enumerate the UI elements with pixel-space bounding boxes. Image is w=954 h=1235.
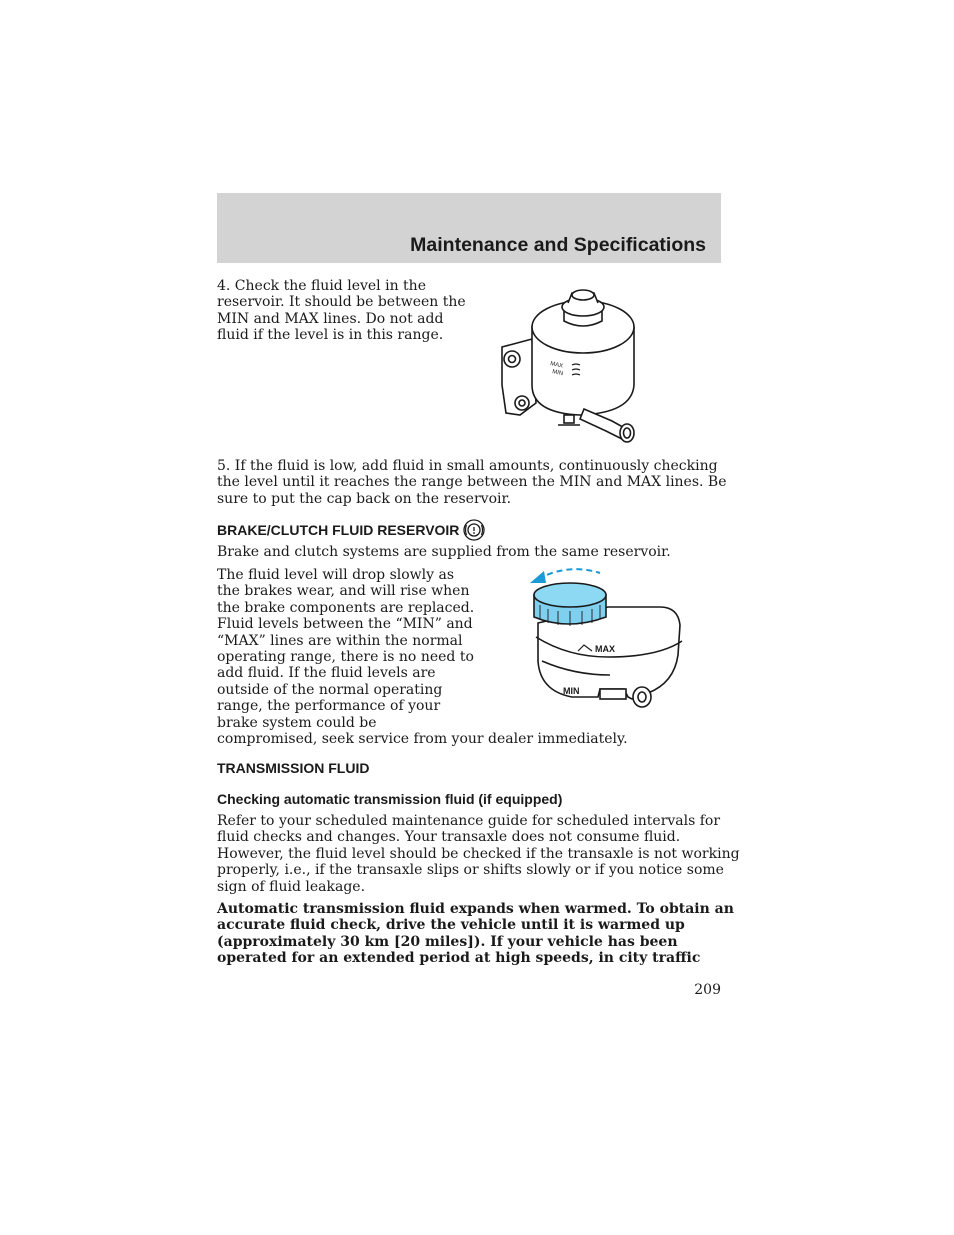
step-4-text [217,278,466,344]
max-level-label: MAX [595,644,615,654]
transmission-warning-text [217,901,734,967]
text-line: sure to put the cap back on the reservoir. [217,490,512,507]
arrow-head-icon [530,571,546,583]
text-line: add fluid. If the fluid levels are [217,665,436,682]
text-line: accurate fluid check, drive the vehicle until it is warmed up [217,917,685,934]
brake-fluid-reservoir-illustration [528,565,688,713]
fluid-reservoir-illustration [492,285,648,447]
heading-text: BRAKE/CLUTCH FLUID RESERVOIR [217,522,460,538]
text-line: the brakes wear, and will rise when [217,583,470,600]
text-line: 5. If the fluid is low, add fluid in small amounts, continuously checking [217,458,718,474]
transmission-subheading: Checking automatic transmission fluid (if equipped) [217,791,563,807]
text-line: reservoir. It should be between the [217,294,466,311]
text-line: compromised, seek service from your dealer immediately. [217,731,628,748]
max-level-label: MAX [549,361,564,370]
text-line: operating range, there is no need to [217,649,474,666]
text-line: the brake components are replaced. [217,599,475,616]
text-line: fluid checks and changes. Your transaxle does not consume fluid. [217,829,681,846]
text-line: “MAX” lines are within the normal [217,632,463,649]
text-line: Automatic transmission fluid expands when warmed. To obtain an [217,901,734,917]
text-line: operated for an extended period at high speeds, in city traffic [217,950,701,967]
text-line: The fluid level will drop slowly as [217,567,455,583]
text-line: outside of the normal operating [217,681,443,698]
text-line: fluid if the level is in this range. [217,327,444,344]
text-line: Brake and clutch systems are supplied from the same reservoir. [217,544,671,560]
text-line: However, the fluid level should be checked if the transaxle is not working [217,845,740,862]
text-line: 4. Check the fluid level in the [217,278,426,294]
text-line: (approximately 30 km [20 miles]). If your vehicle has been [217,933,678,950]
brake-warning-icon [463,519,485,544]
brake-section-heading [217,519,485,544]
text-line: sign of fluid leakage. [217,878,366,895]
min-level-label: MIN [563,686,580,696]
text-line: MIN and MAX lines. Do not add [217,310,444,327]
text-line: range, the performance of your [217,698,441,715]
twist-arrow [538,569,600,579]
page-section-title: Maintenance and Specifications [410,234,706,256]
section-header-band [217,193,721,263]
transmission-body-text [217,813,740,895]
transmission-section-heading: TRANSMISSION FLUID [217,760,370,776]
page-number: 209 [694,982,721,998]
step-5-text [217,458,727,507]
text-line: brake system could be [217,714,377,731]
min-level-label: MIN [551,369,564,378]
brake-intro-text [217,544,671,560]
text-line: properly, i.e., if the transaxle slips or shifts slowly or if you notice some [217,862,724,879]
text-line: Refer to your scheduled maintenance guide for scheduled intervals for [217,813,721,829]
text-line: the level until it reaches the range between the MIN and MAX lines. Be [217,474,727,491]
text-line: Fluid levels between the “MIN” and [217,616,473,633]
